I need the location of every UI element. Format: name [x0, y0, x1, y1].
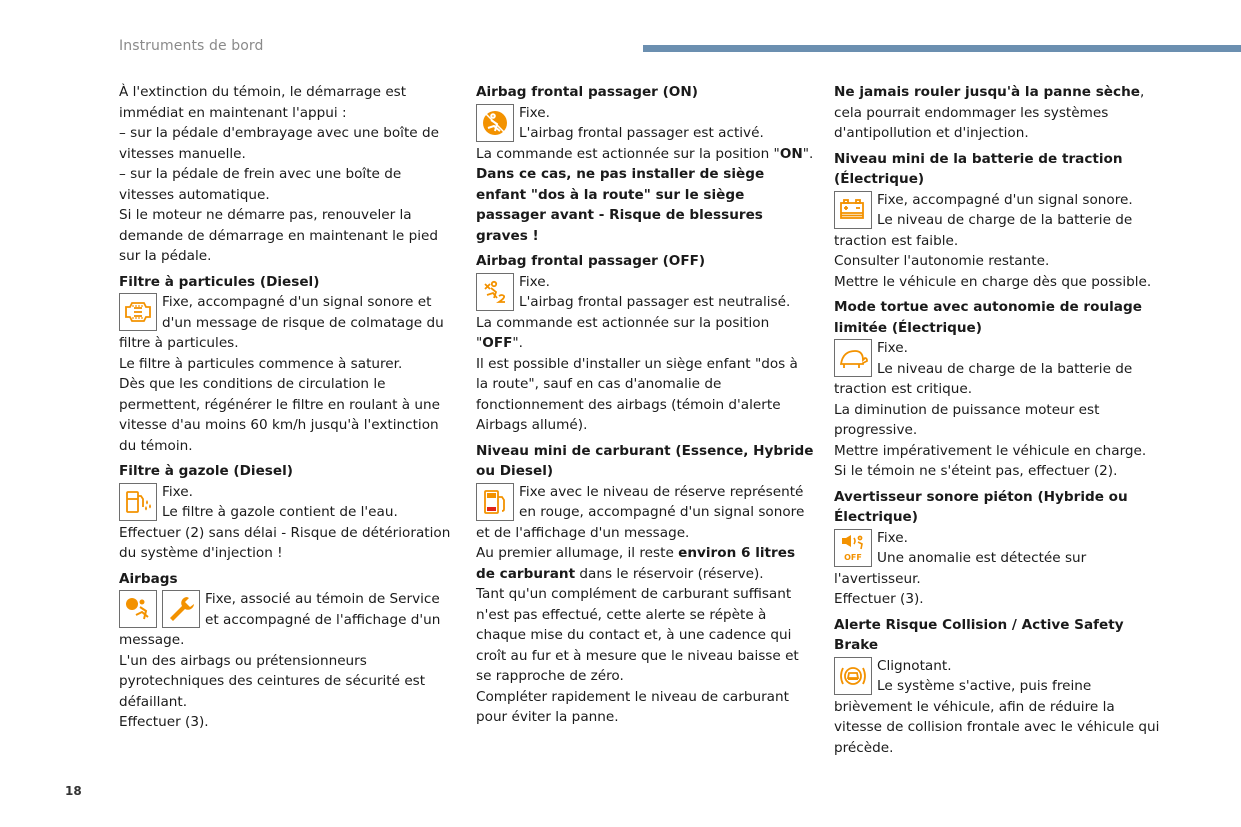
section-body	[476, 272, 814, 313]
section-text: Mettre le véhicule en charge dès que possible.	[834, 273, 1152, 290]
column-2	[476, 82, 814, 728]
section-title: Filtre à particules (Diesel)	[119, 273, 320, 290]
column-1	[119, 82, 453, 733]
section-body	[834, 190, 1164, 252]
airbag-icon	[119, 590, 157, 628]
intro-text: À l'extinction du témoin, le démarrage est immédiat en maintenant l'appui :	[119, 84, 407, 121]
section-body	[119, 292, 453, 354]
section-text: L'airbag frontal passager est activé.	[519, 125, 764, 141]
header-accent-bar	[643, 45, 1241, 52]
traction-battery-icon	[834, 191, 872, 229]
section-title: Airbags	[119, 570, 178, 587]
section-text: Fixe avec le niveau de réserve représenté en rouge, accompagné d'un signal sonore et de l'affichage d'un message.	[476, 483, 805, 541]
section-text: Tant qu'un complément de carburant suffisant n'est pas effectué, cette alerte se répète à chaque mise du contact et, à une cadence qui croît au fur et à mesure que le niveau baisse et se rapproche de zéro.	[476, 586, 799, 684]
section-text: Effectuer (2) sans délai - Risque de détérioration du système d'injection !	[119, 524, 451, 561]
section-body	[834, 656, 1164, 759]
section-text: L'airbag frontal passager est neutralisé.	[519, 294, 791, 310]
passenger-airbag-off-icon	[476, 273, 514, 311]
particle-filter-icon	[119, 293, 157, 331]
section-body	[834, 338, 1164, 400]
section-text: Fixe.	[519, 104, 550, 121]
section-text: Consulter l'autonomie restante.	[834, 253, 1050, 269]
section-text: Effectuer (3).	[834, 591, 924, 607]
section-text: La diminution de puissance moteur est progressive.	[834, 401, 1100, 438]
intro-text: – sur la pédale de frein avec une boîte de vitesses automatique.	[119, 166, 402, 203]
turtle-icon	[834, 339, 872, 377]
collision-alert-icon	[834, 657, 872, 695]
fuel-pump-icon	[476, 483, 514, 521]
section-text: Fixe.	[162, 483, 193, 500]
column-3	[834, 82, 1164, 758]
section-text: Fixe.	[519, 273, 550, 290]
pedestrian-horn-off-icon	[834, 529, 872, 567]
section-title: Niveau mini de carburant (Essence, Hybride ou Diesel)	[476, 442, 814, 479]
passenger-airbag-on-icon	[476, 104, 514, 142]
section-text: Ne jamais rouler jusqu'à la panne sèche, cela pourrait endommager les systèmes d'antipollution et d'injection.	[834, 84, 1145, 141]
svg-text:OFF: OFF	[844, 552, 862, 562]
fuel-filter-water-icon	[119, 483, 157, 521]
section-text: La commande est actionnée sur la position "ON".	[476, 145, 814, 162]
section-body	[476, 103, 814, 144]
section-title: Niveau mini de la batterie de traction (Électrique)	[834, 150, 1123, 187]
section-body	[119, 482, 453, 523]
section-body	[476, 482, 814, 544]
section-text: Au premier allumage, il reste environ 6 litres de carburant dans le réservoir (réserve).	[476, 545, 796, 582]
section-title: Airbag frontal passager (ON)	[476, 84, 698, 100]
section-text: Fixe.	[877, 340, 908, 356]
section-text: Effectuer (3).	[119, 714, 209, 730]
section-text: Fixe.	[877, 529, 908, 546]
section-title: Mode tortue avec autonomie de roulage limitée (Électrique)	[834, 299, 1142, 336]
section-text: Compléter rapidement le niveau de carburant pour éviter la panne.	[476, 688, 789, 725]
section-text: Si le témoin ne s'éteint pas, effectuer (2).	[834, 463, 1118, 479]
section-text: Le niveau de charge de la batterie de traction est critique.	[834, 360, 1133, 397]
section-text: Fixe, accompagné d'un signal sonore.	[877, 191, 1133, 208]
section-text: Clignotant.	[877, 657, 952, 674]
section-text: Une anomalie est détectée sur l'avertisseur.	[834, 550, 1087, 587]
section-title: Filtre à gazole (Diesel)	[119, 463, 293, 479]
section-body	[119, 589, 453, 651]
section-body	[834, 528, 1164, 590]
service-wrench-icon	[162, 590, 200, 628]
section-text: Le système s'active, puis freine brièvement le véhicule, afin de réduire la vitesse de collision frontale avec le véhicule qui précède.	[834, 678, 1160, 756]
section-text: Le filtre à particules commence à saturer.	[119, 355, 403, 372]
section-text: La commande est actionnée sur la position "OFF".	[476, 314, 770, 351]
section-text: Le niveau de charge de la batterie de traction est faible.	[834, 212, 1133, 249]
section-text: Fixe, accompagné d'un signal sonore et d'un message de risque de colmatage du filtre à particules.	[119, 294, 444, 351]
section-title: Avertisseur sonore piéton (Hybride ou Électrique)	[834, 488, 1128, 525]
warning-text: Dans ce cas, ne pas installer de siège enfant "dos à la route" sur le siège passager avant - Risque de blessures graves !	[476, 166, 765, 244]
section-text: Il est possible d'installer un siège enfant "dos à la route", sauf en cas d'anomalie de fonctionnement des airbags (témoin d'alerte Airbags allumé).	[476, 355, 798, 433]
page-number: 18	[65, 784, 82, 798]
section-text: Le filtre à gazole contient de l'eau.	[162, 504, 398, 520]
section-text: Fixe, associé au témoin de Service et accompagné de l'affichage d'un message.	[119, 591, 441, 648]
page-header-title: Instruments de bord	[119, 38, 264, 54]
section-text: L'un des airbags ou prétensionneurs pyrotechniques des ceintures de sécurité est défaillant.	[119, 652, 426, 710]
section-text: Dès que les conditions de circulation le permettent, régénérer le filtre en roulant à une vitesse d'au moins 60 km/h jusqu'à l'extinction du témoin.	[119, 376, 440, 454]
section-title: Alerte Risque Collision / Active Safety Brake	[834, 616, 1124, 653]
intro-text: – sur la pédale d'embrayage avec une boîte de vitesses manuelle.	[119, 125, 439, 162]
section-text: Mettre impérativement le véhicule en charge.	[834, 442, 1147, 459]
intro-text: Si le moteur ne démarre pas, renouveler la demande de démarrage en maintenant le pied sur la pédale.	[119, 207, 438, 264]
section-title: Airbag frontal passager (OFF)	[476, 253, 706, 269]
